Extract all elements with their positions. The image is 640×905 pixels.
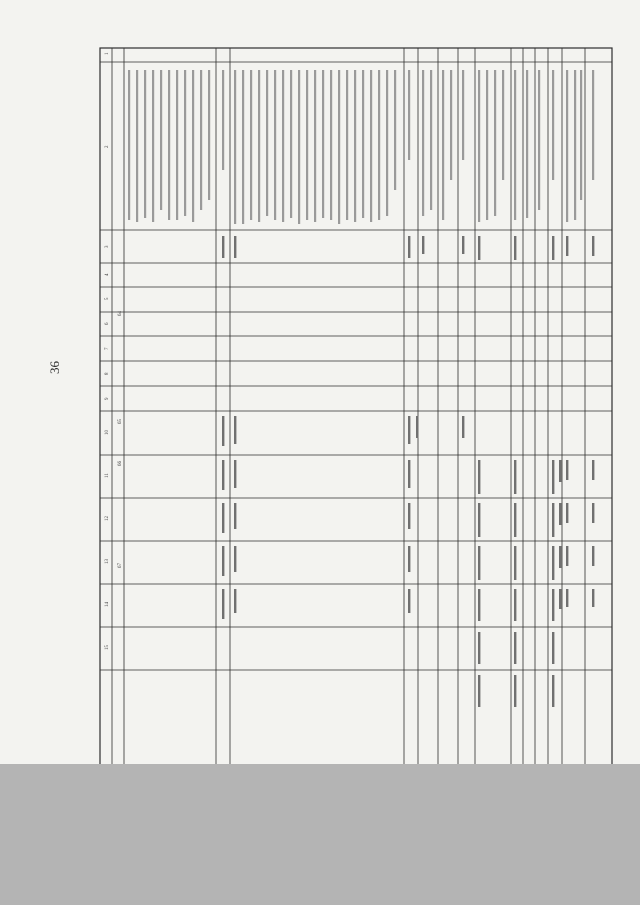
column-15-values — [478, 675, 554, 707]
row-num-66: 66 — [118, 461, 123, 466]
page-number: 36 — [47, 361, 62, 374]
col-num-5: 5 — [105, 297, 110, 300]
col-num-13: 13 — [105, 559, 110, 564]
column-14-values — [478, 632, 554, 664]
column-9-values — [222, 416, 464, 446]
col-num-4: 4 — [105, 273, 110, 276]
row-num-64: 64 — [118, 311, 123, 316]
column-number-row — [105, 52, 110, 650]
column-11-values — [222, 503, 594, 537]
col-num-11: 11 — [105, 473, 110, 478]
col-num-2: 2 — [105, 145, 110, 148]
col-num-12: 12 — [105, 516, 110, 521]
row-num-67: 67 — [118, 563, 123, 568]
column-10-values — [222, 460, 594, 494]
column-3-values — [222, 236, 594, 260]
col-num-7: 7 — [105, 347, 110, 350]
col-num-3: 3 — [105, 245, 110, 248]
col-num-1: 1 — [105, 52, 110, 55]
col-num-15: 15 — [105, 645, 110, 650]
col-num-6: 6 — [105, 322, 110, 325]
description-column-blocks — [128, 70, 594, 224]
col-num-14: 14 — [105, 602, 110, 607]
column-12-values — [222, 546, 594, 580]
row-number-column — [118, 311, 123, 569]
column-13-values — [222, 589, 594, 621]
col-num-9: 9 — [105, 397, 110, 400]
col-num-8: 8 — [105, 372, 110, 375]
col-num-10: 10 — [105, 430, 110, 435]
row-num-65: 65 — [118, 419, 123, 424]
